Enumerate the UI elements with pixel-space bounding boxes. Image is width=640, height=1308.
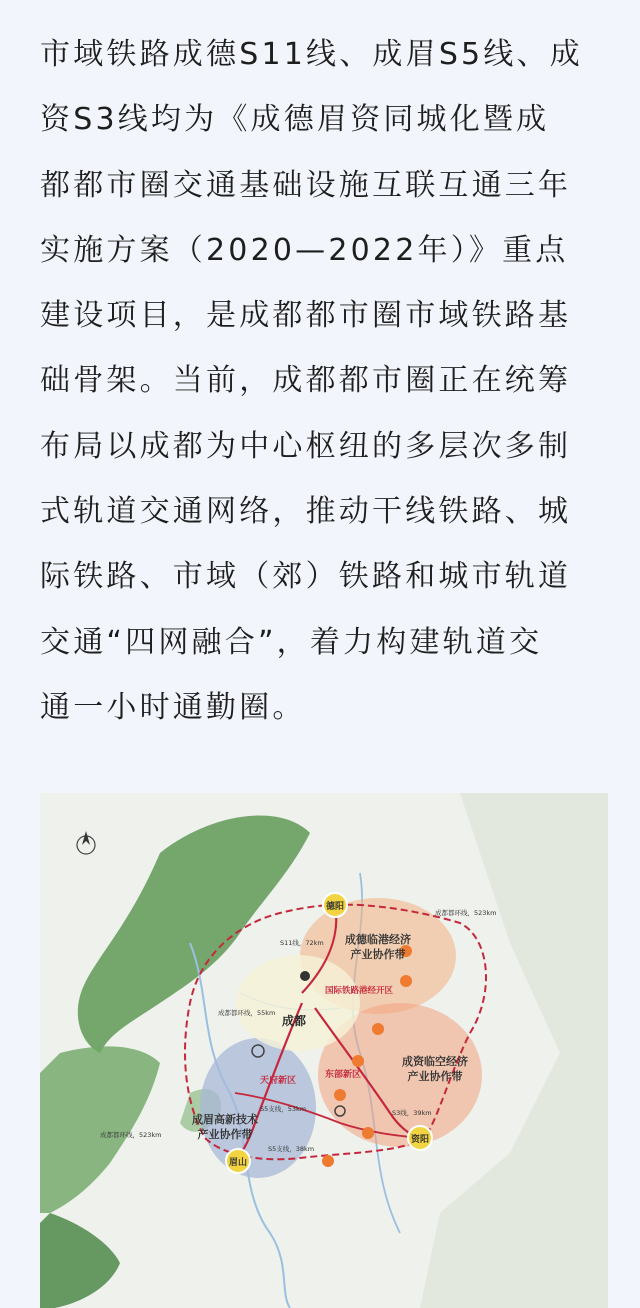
zone-label-chengde-1: 成德临港经济 bbox=[345, 933, 411, 946]
line-label-ring-inner: 成都都环线，55km bbox=[218, 1009, 276, 1017]
node bbox=[362, 1127, 374, 1139]
article-line: 资S3线均为《成德眉资同城化暨成 bbox=[40, 102, 550, 138]
line-label-ring-w: 成都都环线，523km bbox=[100, 1131, 162, 1139]
article-line: 式轨道交通网络，推动干线铁路、城 bbox=[40, 494, 572, 530]
city-label-ziyang: 资阳 bbox=[410, 1135, 430, 1145]
zone-label-chengmei-1: 成眉高新技术 bbox=[192, 1113, 258, 1126]
article-line: 都都市圈交通基础设施互联互通三年 bbox=[40, 167, 572, 203]
article-line: 市域铁路成德S11线、成眉S5线、成 bbox=[40, 37, 583, 72]
city-label-chengdu: 成都 bbox=[282, 1014, 307, 1028]
node bbox=[352, 1055, 364, 1067]
metro-area-map[interactable] bbox=[40, 793, 608, 1308]
zone-label-chengzi-2: 产业协作带 bbox=[407, 1070, 463, 1083]
airport-icon bbox=[300, 971, 310, 981]
city-label-deyang: 德阳 bbox=[325, 902, 345, 912]
line-label-s5: S5支线，53km bbox=[260, 1105, 307, 1113]
article-line: 布局以成都为中心枢纽的多层次多制 bbox=[40, 428, 572, 464]
article-line: 际铁路、市域（郊）铁路和城市轨道 bbox=[40, 559, 572, 595]
line-label-s11: S11线，72km bbox=[280, 939, 324, 947]
article-text bbox=[40, 22, 608, 740]
article-line: 础骨架。当前，成都都市圈正在统筹 bbox=[40, 363, 572, 399]
node bbox=[400, 975, 412, 987]
line-label-ring-ne: 成都都环线，523km bbox=[435, 909, 497, 917]
article-line: 交通“四网融合”，着力构建轨道交 bbox=[40, 624, 543, 660]
zone-label-chengzi-1: 成资临空经济 bbox=[402, 1055, 468, 1068]
district-label-rail-port: 国际铁路港经开区 bbox=[325, 986, 394, 996]
node bbox=[322, 1155, 334, 1167]
zone-label-chengde-2: 产业协作带 bbox=[350, 948, 406, 961]
district-label-dongbu: 东部新区 bbox=[325, 1070, 362, 1080]
line-label-s3: S3线，39km bbox=[392, 1109, 432, 1117]
node bbox=[372, 1023, 384, 1035]
city-label-meishan: 眉山 bbox=[228, 1158, 248, 1168]
article-line: 实施方案（2020—2022年）》重点 bbox=[40, 232, 569, 268]
line-label-s5b: S5支线，38km bbox=[268, 1145, 315, 1153]
district-label-tianfu: 天府新区 bbox=[260, 1076, 297, 1086]
node bbox=[334, 1089, 346, 1101]
article-line: 通一小时通勤圈。 bbox=[40, 689, 306, 725]
article-line: 建设项目，是成都都市圈市域铁路基 bbox=[40, 298, 572, 334]
zone-label-chengmei-2: 产业协作带 bbox=[197, 1128, 253, 1141]
chengdu-core bbox=[236, 955, 360, 1051]
